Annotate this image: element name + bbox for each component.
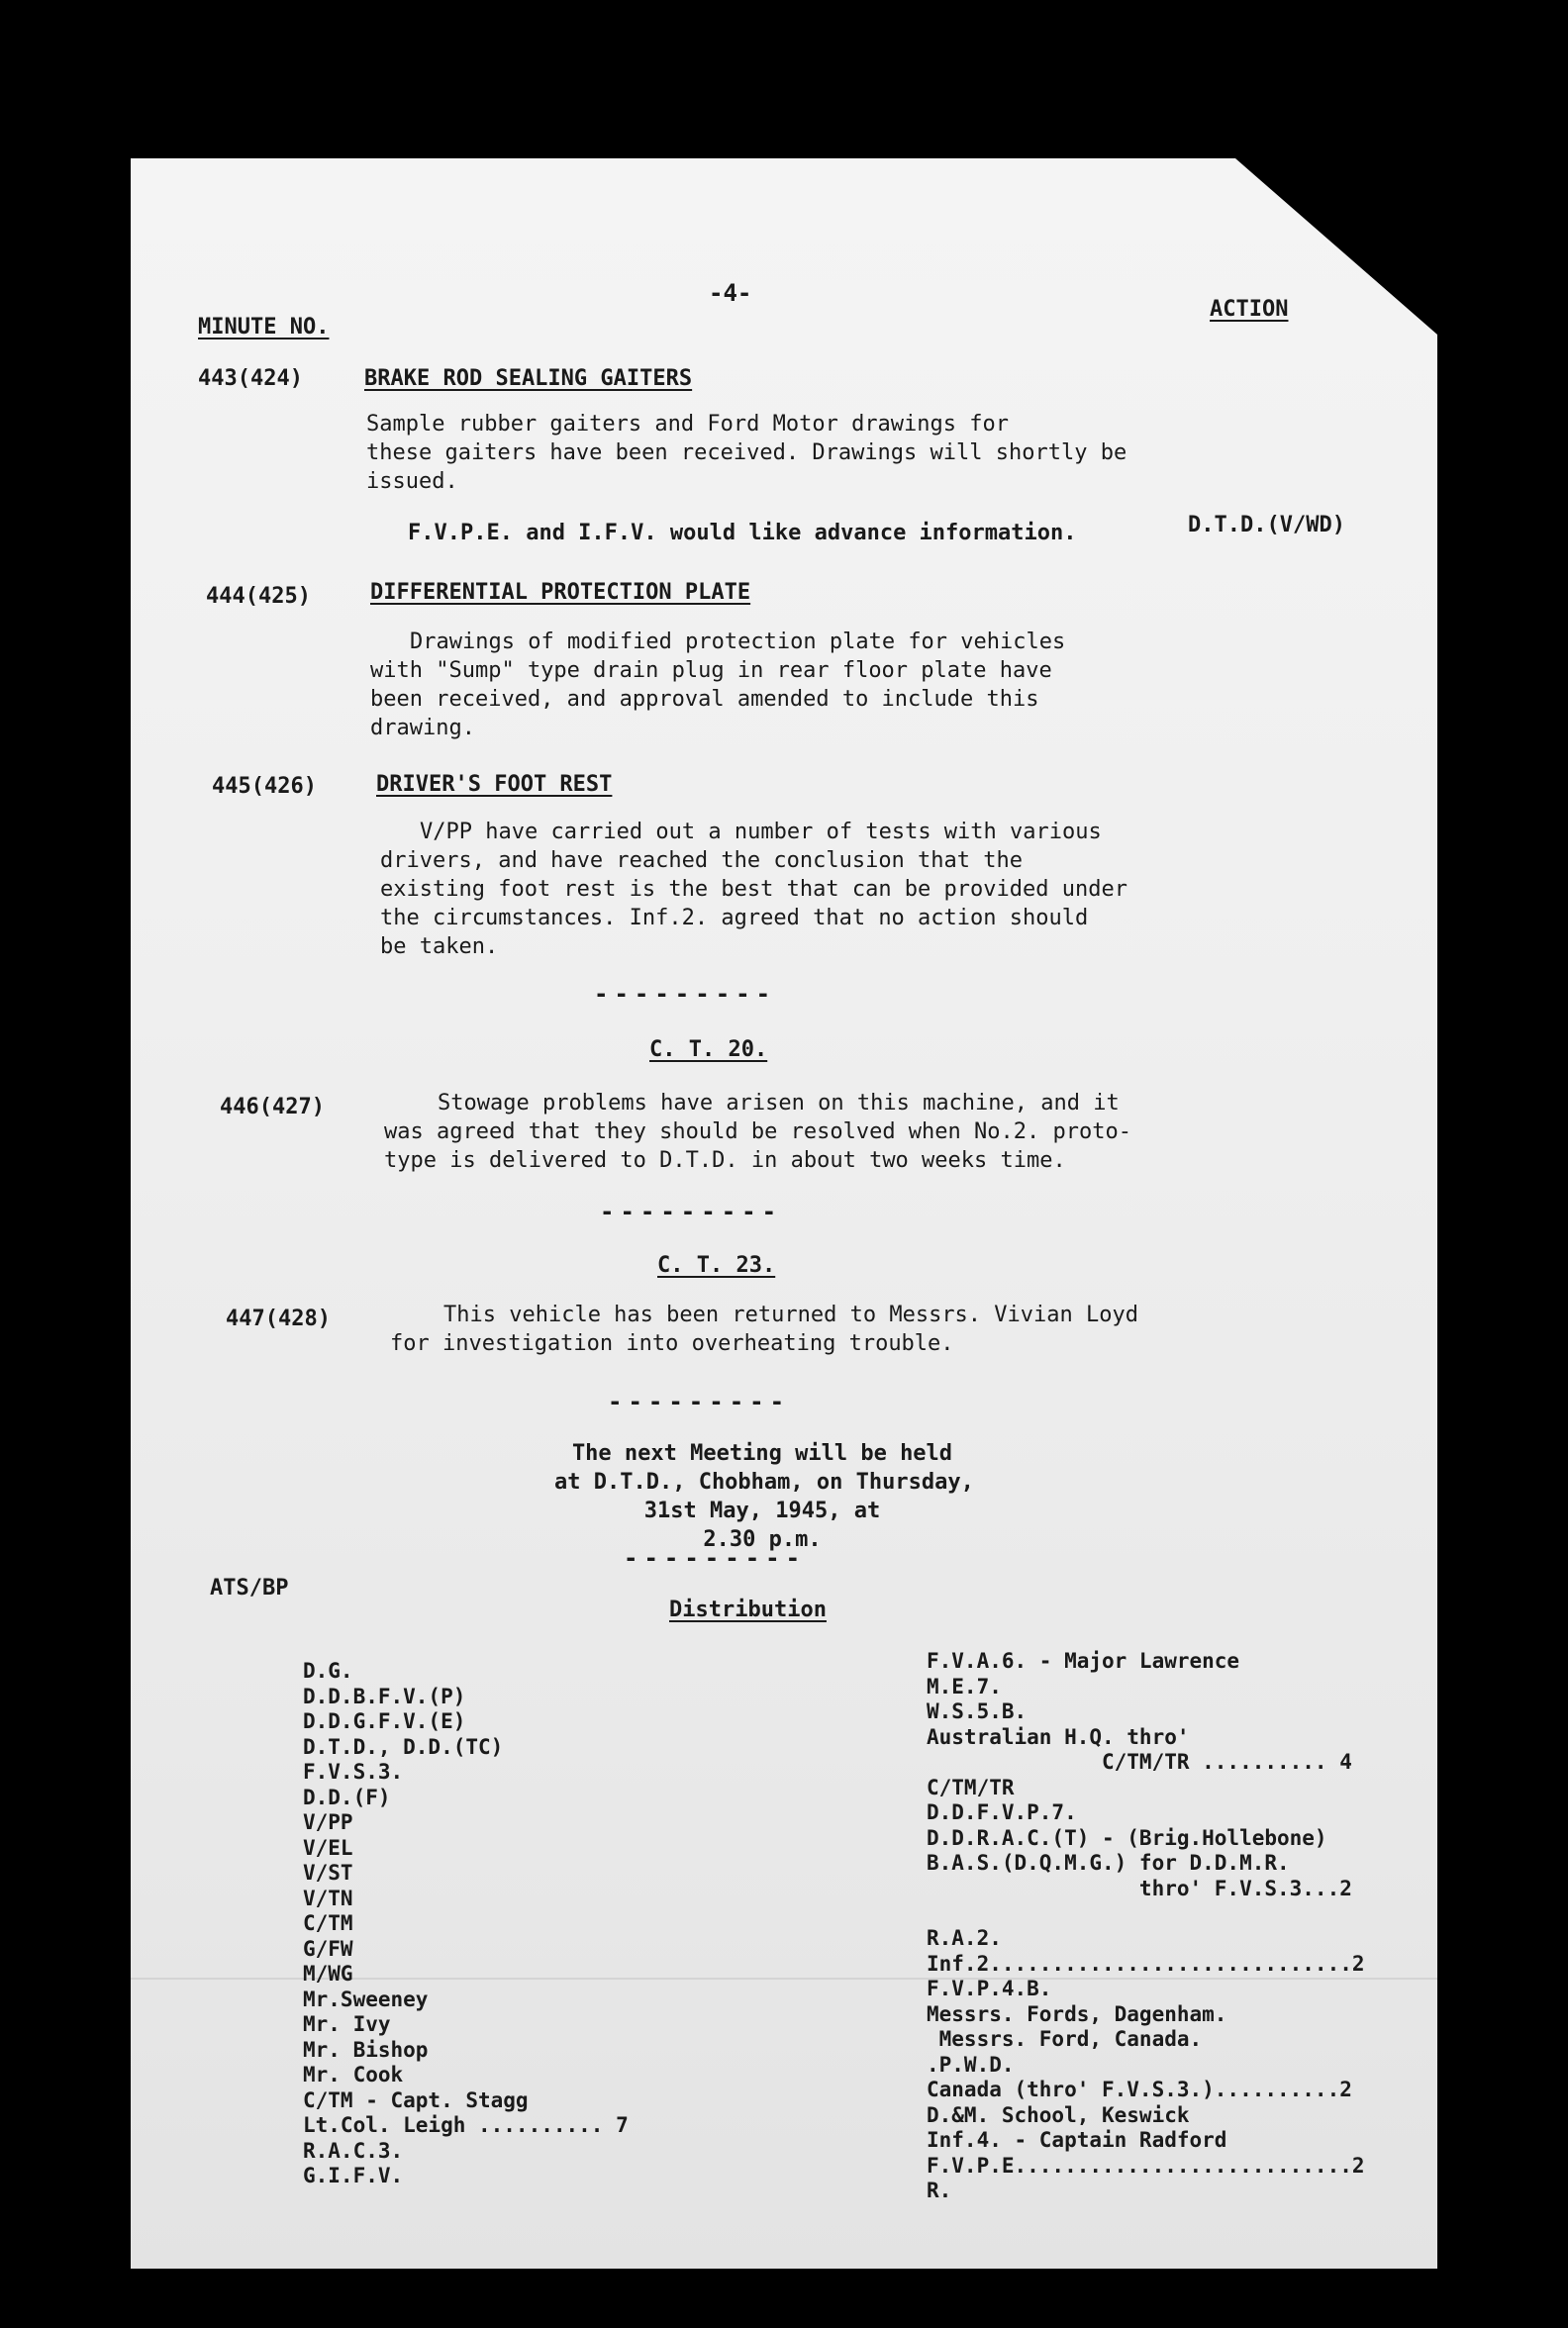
- list-item: V/EL: [303, 1835, 353, 1860]
- list-item: F.V.P.4.B.: [927, 1977, 1052, 2000]
- list-item: R.A.2.: [927, 1926, 1002, 1950]
- separator: ---------: [600, 1198, 783, 1225]
- list-item: R.A.C.3.: [303, 2138, 404, 2163]
- minute-no-heading: MINUTE NO.: [198, 315, 330, 340]
- separator: ---------: [624, 1544, 807, 1572]
- list-item: G.I.F.V.: [303, 2164, 404, 2187]
- list-item: F.V.S.3.: [303, 1760, 404, 1784]
- list-item: W.S.5.B.: [927, 1699, 1028, 1723]
- page-number: -4-: [709, 279, 752, 307]
- list-item: Mr. Cook: [303, 2063, 404, 2086]
- minute-number: 443(424): [198, 366, 303, 391]
- list-item: M/WG: [303, 1962, 353, 1986]
- item-body: Drawings of modified protection plate for vehicles with "Sump" type drain plug in rear floor plate have been received, and approval amended to include this drawing.: [370, 630, 1066, 740]
- item-body: Sample rubber gaiters and Ford Motor drawings for these gaiters have been received. Drawings will shortly be issued.: [366, 412, 1127, 494]
- list-item: Mr. Ivy: [303, 2012, 391, 2036]
- item-title: DIFFERENTIAL PROTECTION PLATE: [370, 580, 751, 605]
- list-item: Inf.4. - Captain Radford: [927, 2128, 1227, 2152]
- separator: ---------: [608, 1388, 791, 1415]
- minute-number: 444(425): [206, 584, 311, 609]
- list-item: F.V.A.6. - Major Lawrence: [927, 1649, 1240, 1673]
- list-item: Messrs. Ford, Canada.: [927, 2027, 1203, 2051]
- item-extra: F.V.P.E. and I.F.V. would like advance information.: [408, 521, 1077, 545]
- list-item: G/FW: [303, 1936, 353, 1961]
- list-item: D.D.G.F.V.(E): [303, 1709, 466, 1733]
- minute-number: 447(428): [226, 1307, 331, 1331]
- list-item: .P.W.D.: [927, 2052, 1015, 2077]
- list-item: Messrs. Fords, Dagenham.: [927, 2001, 1227, 2026]
- list-item: D.D.R.A.C.(T) - (Brig.Hollebone): [927, 1825, 1327, 1850]
- list-item: F.V.P.E...........................2: [927, 2153, 1365, 2178]
- list-item: C/TM/TR .......... 4: [927, 1750, 1352, 1774]
- list-item: Australian H.Q. thro': [927, 1724, 1190, 1749]
- list-item: Lt.Col. Leigh .......... 7: [303, 2113, 629, 2137]
- list-item: thro' F.V.S.3...2: [927, 1876, 1352, 1900]
- section-body: This vehicle has been returned to Messrs. Vivian Loyd for investigation into overheating trouble.: [390, 1303, 1138, 1356]
- distribution-left: [303, 1659, 629, 2189]
- next-meeting-notice: The next Meeting will be held at D.T.D., Chobham, on Thursday, 31st May, 1945, at 2.30 p.m.: [554, 1441, 974, 1552]
- action-entry: D.T.D.(V/WD): [1188, 513, 1345, 537]
- list-item: V/TN: [303, 1886, 353, 1910]
- list-item: Canada (thro' F.V.S.3.)..........2: [927, 2078, 1352, 2101]
- list-item: [927, 1901, 1365, 1926]
- list-item: M.E.7.: [927, 1674, 1002, 1698]
- section-heading: C. T. 20.: [649, 1037, 768, 1062]
- list-item: C/TM - Capt. Stagg: [303, 2087, 529, 2112]
- list-item: Mr.Sweeney: [303, 1987, 429, 2011]
- distribution-heading: Distribution: [669, 1598, 827, 1622]
- list-item: V/PP: [303, 1810, 353, 1834]
- list-item: R.: [927, 2179, 952, 2202]
- list-item: Mr. Bishop: [303, 2037, 429, 2062]
- section-heading: C. T. 23.: [657, 1253, 776, 1278]
- list-item: D.T.D., D.D.(TC): [303, 1734, 504, 1759]
- list-item: C/TM: [303, 1911, 353, 1935]
- list-item: D.D.(F): [303, 1785, 391, 1809]
- reference: ATS/BP: [210, 1576, 289, 1600]
- list-item: C/TM/TR: [927, 1775, 1015, 1799]
- list-item: D.D.F.V.P.7.: [927, 1800, 1077, 1824]
- list-item: D.D.B.F.V.(P): [303, 1684, 466, 1708]
- section-body: Stowage problems have arisen on this machine, and it was agreed that they should be resolved when No.2. proto- type is delivered to D.T.D. in about two weeks time.: [384, 1091, 1131, 1173]
- list-item: D.&M. School, Keswick: [927, 2102, 1190, 2127]
- item-title: BRAKE ROD SEALING GAITERS: [364, 366, 693, 391]
- item-title: DRIVER'S FOOT REST: [376, 772, 613, 797]
- minute-number: 445(426): [212, 774, 317, 799]
- minute-number: 446(427): [220, 1095, 325, 1119]
- list-item: B.A.S.(D.Q.M.G.) for D.D.M.R.: [927, 1851, 1290, 1875]
- separator: ---------: [594, 980, 777, 1008]
- distribution-right: [927, 1649, 1365, 2204]
- list-item: V/ST: [303, 1861, 353, 1885]
- item-body: V/PP have carried out a number of tests with various drivers, and have reached the conclusion that the existing foot rest is the best that can be provided under the circumstances. Inf.2. agreed that no action should be taken.: [380, 820, 1127, 959]
- action-heading: ACTION: [1210, 297, 1289, 322]
- list-item: D.G.: [303, 1659, 353, 1683]
- list-item: Inf.2.............................2: [927, 1951, 1365, 1976]
